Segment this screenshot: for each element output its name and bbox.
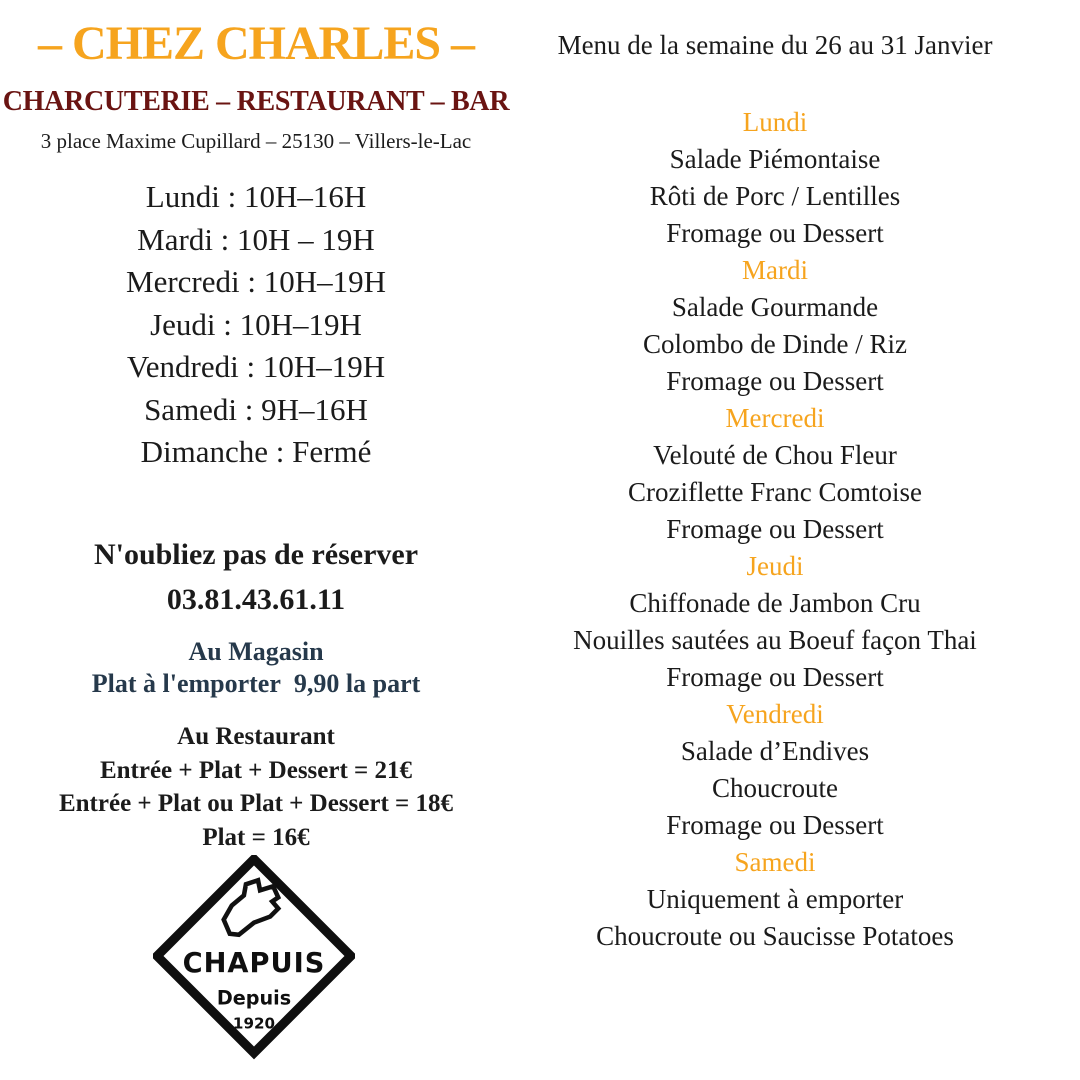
logo-name: CHAPUIS [182,948,326,980]
brand-title: – CHEZ CHARLES – [37,17,475,70]
menu-day-jeudi: Jeudi [746,551,804,581]
weekly-menu-heading: Menu de la semaine du 26 au 31 Janvier [557,30,993,60]
weekly-menu-list [515,104,1035,955]
menu-item: Choucroute ou Saucisse Potatoes [596,921,954,951]
menu-item: Fromage ou Dessert [666,662,884,692]
menu-item: Chiffonade de Jambon Cru [629,588,921,618]
menu-day-lundi: Lundi [742,107,808,137]
menu-day-mercredi: Mercredi [725,403,825,433]
takeaway-block [0,636,512,700]
menu-item: Uniquement à emporter [646,884,904,914]
menu-item: Fromage ou Dessert [666,366,884,396]
hours-line: Samedi : 9H–16H [144,391,368,427]
menu-item: Fromage ou Dessert [666,810,884,840]
opening-hours-list [0,176,512,474]
logo-since-year: 1920 [232,1014,276,1033]
restaurant-price-lines [0,754,512,855]
reservation-phone: 03.81.43.61.11 [166,583,346,616]
menu-day-vendredi: Vendredi [726,699,824,729]
restaurant-prices-block [0,720,512,854]
reservation-block [0,532,512,622]
logo-since-label: Depuis [216,986,292,1010]
hours-line: Lundi : 10H–16H [145,179,367,214]
menu-item: Colombo de Dinde / Riz [643,329,907,359]
menu-item: Croziflette Franc Comtoise [628,477,922,507]
brand-address: 3 place Maxime Cupillard – 25130 – Villers-le-Lac [40,129,472,153]
price-line: Entrée + Plat + Dessert = 21€ [99,756,413,784]
hours-line: Vendredi : 10H–19H [126,349,386,384]
menu-item: Choucroute [712,773,838,803]
menu-day-samedi: Samedi [734,847,816,877]
menu-item: Nouilles sautées au Boeuf façon Thai [573,625,977,655]
price-line: Entrée + Plat ou Plat + Dessert = 18€ [58,790,454,817]
hours-line: Jeudi : 10H–19H [150,306,362,342]
menu-item: Fromage ou Dessert [666,514,884,544]
menu-item: Salade d’Endives [680,736,870,766]
hours-line: Mercredi : 10H–19H [126,264,386,299]
takeaway-title: Au Magasin [188,637,324,666]
menu-item: Salade Gourmande [671,292,879,322]
restaurant-prices-title: Au Restaurant [177,723,335,750]
price-line: Plat = 16€ [202,823,310,851]
brand-subtitle: CHARCUTERIE – RESTAURANT – BAR [2,86,510,117]
menu-item: Fromage ou Dessert [666,218,884,248]
hours-line: Dimanche : Fermé [140,434,372,469]
menu-item: Salade Piémontaise [669,144,881,174]
hours-line: Mardi : 10H – 19H [137,221,375,257]
chapuis-logo [153,855,355,1060]
menu-item: Rôti de Porc / Lentilles [649,181,901,211]
reservation-note: N'oubliez pas de réserver [93,538,419,571]
takeaway-offer: Plat à l'emporter 9,90 la part [91,669,421,698]
menu-item: Velouté de Chou Fleur [653,440,897,470]
menu-day-mardi: Mardi [742,255,808,285]
